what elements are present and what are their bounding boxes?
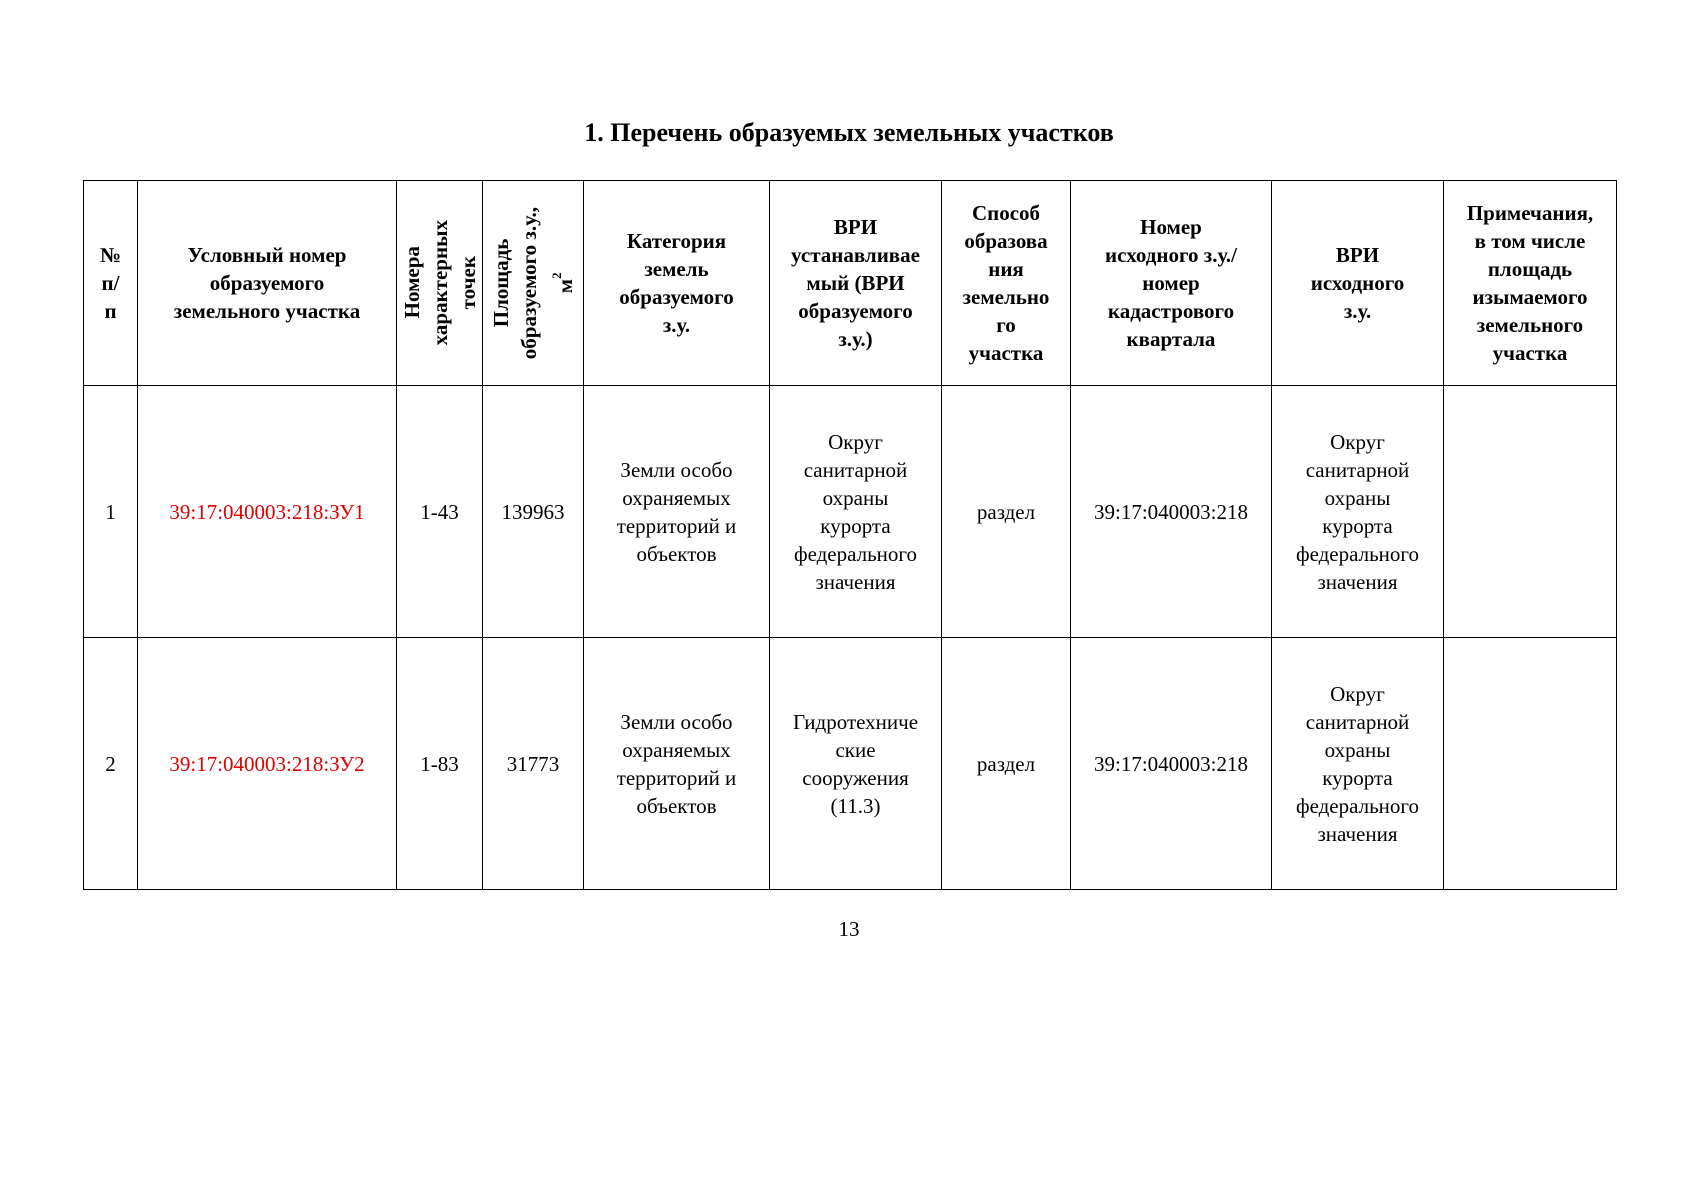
header-source-number: Номер исходного з.у./ номер кадастрового квартала [1071, 181, 1272, 386]
cell-notes [1444, 638, 1617, 890]
table-header-row [84, 181, 1617, 386]
cell-conditional-number: 39:17:040003:218:ЗУ1 [138, 386, 397, 638]
cell-category: Земли особо охраняемых территорий и объектов [584, 638, 770, 890]
header-vri-source: ВРИ исходного з.у. [1272, 181, 1444, 386]
page-number: 13 [838, 917, 860, 941]
cell-method: раздел [942, 638, 1071, 890]
cell-category: Земли особо охраняемых территорий и объектов [584, 386, 770, 638]
cell-vri-new: Гидротехниче ские сооружения (11.3) [770, 638, 942, 890]
cell-area: 31773 [483, 638, 584, 890]
header-points [397, 181, 483, 386]
cell-vri-source: Округ санитарной охраны курорта федерального значения [1272, 638, 1444, 890]
cell-source-number: 39:17:040003:218 [1071, 638, 1272, 890]
table-row [84, 638, 1617, 890]
table-row [84, 386, 1617, 638]
cell-area: 139963 [483, 386, 584, 638]
cell-points: 1-83 [397, 638, 483, 890]
cell-num: 1 [84, 386, 138, 638]
header-area-superscript: 2 [549, 272, 564, 280]
section-title: 1. Перечень образуемых земельных участков [584, 118, 1114, 147]
land-plots-table [83, 180, 1617, 890]
cell-source-number: 39:17:040003:218 [1071, 386, 1272, 638]
cell-conditional-number: 39:17:040003:218:ЗУ2 [138, 638, 397, 890]
header-vri-new: ВРИ устанавливае мый (ВРИ образуемого з.у.) [770, 181, 942, 386]
cell-vri-new: Округ санитарной охраны курорта федерального значения [770, 386, 942, 638]
header-area [483, 181, 584, 386]
header-num: № п/ п [84, 181, 138, 386]
cell-points: 1-43 [397, 386, 483, 638]
cell-num: 2 [84, 638, 138, 890]
header-notes: Примечания, в том числе площадь изымаемого земельного участка [1444, 181, 1617, 386]
header-category: Категория земель образуемого з.у. [584, 181, 770, 386]
cell-notes [1444, 386, 1617, 638]
header-conditional-number: Условный номер образуемого земельного участка [138, 181, 397, 386]
cell-vri-source: Округ санитарной охраны курорта федерального значения [1272, 386, 1444, 638]
header-points-label: Номера характерных точек [399, 220, 480, 346]
header-area-label: Площадь образуемого з.у., $м^2$ [489, 206, 577, 360]
header-method: Способ образова ния земельно го участка [942, 181, 1071, 386]
cell-method: раздел [942, 386, 1071, 638]
